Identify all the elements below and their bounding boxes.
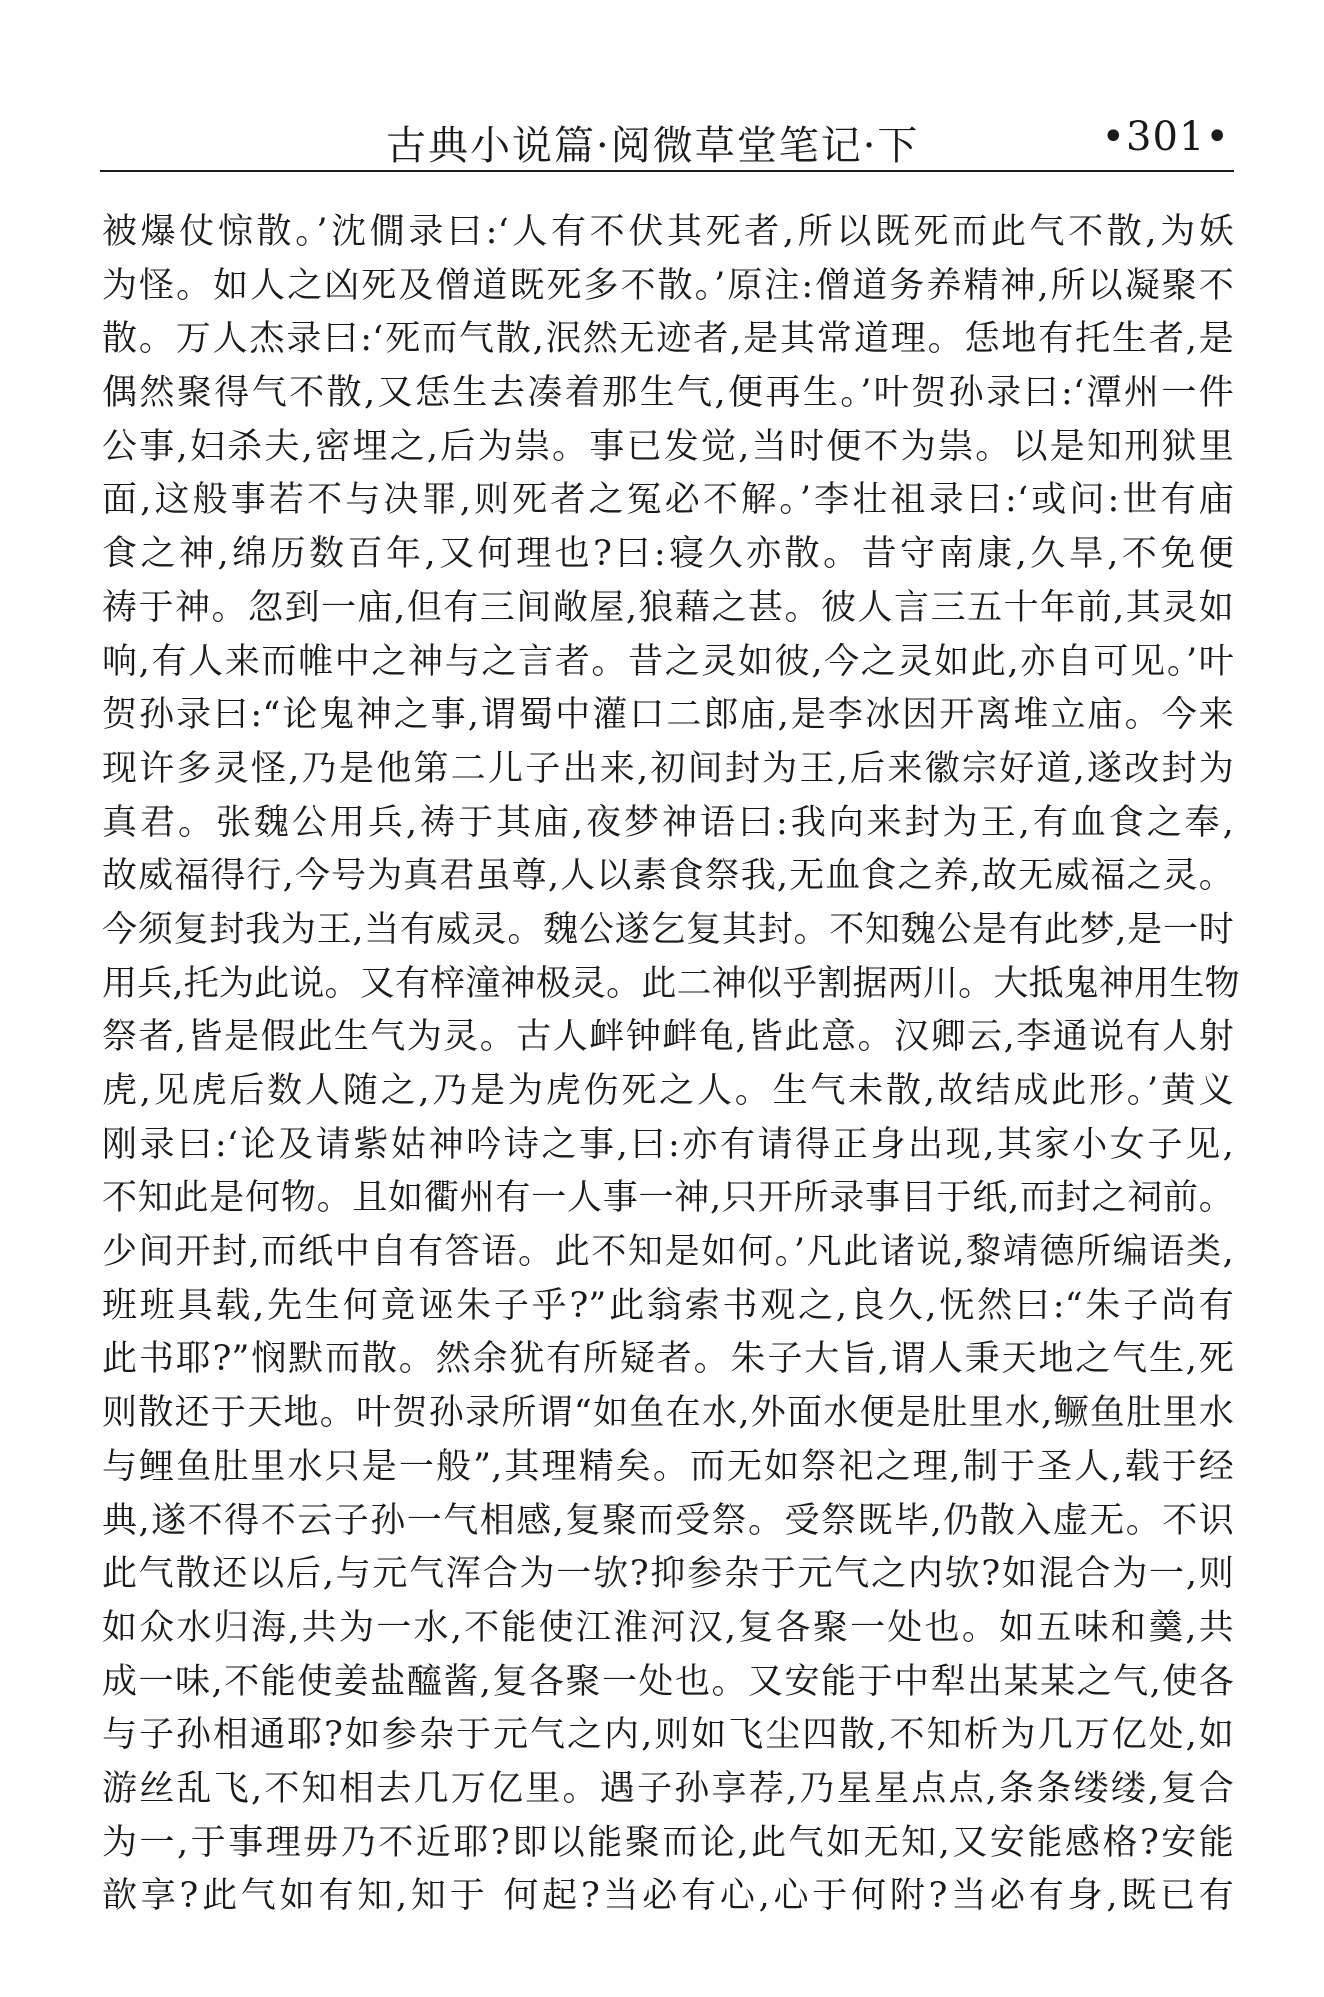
text-line: 如众水归海,共为一水,不能使江淮河汉,复各聚一处也。如五味和羹,共 xyxy=(102,1607,1234,1648)
text-line: 此书耶?”悯默而散。然余犹有所疑者。朱子大旨,谓人秉天地之气生,死 xyxy=(102,1339,1234,1380)
header-rule xyxy=(100,170,1234,172)
text-line: 虎,见虎后数人随之,乃是为虎伤死之人。生气未散,故结成此形。’黄义 xyxy=(102,1071,1234,1111)
text-line: 食之神,绵历数百年,又何理也?曰:寝久亦散。昔守南康,久旱,不免便 xyxy=(102,534,1234,575)
body-text xyxy=(102,206,1240,1924)
text-line: 偶然聚得气不散,又恁生去凑着那生气,便再生。’叶贺孙录曰:‘潭州一件 xyxy=(102,373,1234,414)
text-line: 散。万人杰录曰:‘死而气散,泯然无迹者,是其常道理。恁地有托生者,是 xyxy=(102,319,1234,360)
text-line: 此气散还以后,与元气浑合为一欤?抑参杂于元气之内欤?如混合为一,则 xyxy=(102,1554,1234,1595)
text-line: 不知此是何物。且如衢州有一人事一神,只开所录事目于纸,而封之祠前。 xyxy=(102,1178,1234,1219)
text-line: 公事,妇杀夫,密埋之,后为祟。事已发觉,当时便不为祟。以是知刑狱里 xyxy=(102,426,1234,467)
text-line: 典,遂不得不云子孙一气相感,复聚而受祭。受祭既毕,仍散入虚无。不识 xyxy=(102,1500,1234,1541)
text-line: 响,有人来而帷中之神与之言者。昔之灵如彼,今之灵如此,亦自可见。’叶 xyxy=(102,641,1234,682)
page-number: •301• xyxy=(1101,114,1230,160)
text-line: 游丝乱飞,不知相去几万亿里。遇子孙享荐,乃星星点点,条条缕缕,复合 xyxy=(102,1768,1234,1809)
text-line: 班班具载,先生何竟诬朱子乎?”此翁索书观之,良久,怃然曰:“朱子尚有 xyxy=(102,1285,1234,1326)
text-line: 成一味,不能使姜盐醯酱,复各聚一处也。又安能于中犁出某某之气,使各 xyxy=(102,1661,1234,1702)
text-line: 祭者,皆是假此生气为灵。古人衅钟衅龟,皆此意。汉卿云,李通说有人射 xyxy=(102,1017,1234,1058)
text-line: 用兵,托为此说。又有梓潼神极灵。此二神似乎割据两川。大抵鬼神用生物 xyxy=(102,963,1240,1004)
text-line: 与子孙相通耶?如参杂于元气之内,则如飞尘四散,不知析为几万亿处,如 xyxy=(102,1715,1234,1756)
text-line: 则散还于天地。叶贺孙录所谓“如鱼在水,外面水便是肚里水,鳜鱼肚里水 xyxy=(102,1393,1234,1434)
text-line: 刚录曰:‘论及请紫姑神吟诗之事,曰:亦有请得正身出现,其家小女子见, xyxy=(102,1124,1234,1165)
text-line: 今须复封我为王,当有威灵。魏公遂乞复其封。不知魏公是有此梦,是一时 xyxy=(102,909,1234,950)
text-line: 故威福得行,今号为真君虽尊,人以素食祭我,无血食之养,故无威福之灵。 xyxy=(102,856,1234,897)
running-head xyxy=(100,96,1230,168)
header-title: 古典小说篇·阅微草堂笔记·下 xyxy=(386,123,920,169)
text-line: 真君。张魏公用兵,祷于其庙,夜梦神语曰:我向来封为王,有血食之奉, xyxy=(102,802,1234,843)
text-line: 被爆仗惊散。’沈僩录曰:‘人有不伏其死者,所以既死而此气不散,为妖 xyxy=(102,212,1234,252)
text-line: 歆享?此气如有知,知于 何起?当必有心,心于何附?当必有身,既已有 xyxy=(102,1876,1234,1917)
text-line: 面,这般事若不与决罪,则死者之冤必不解。’李壮祖录曰:‘或问:世有庙 xyxy=(102,480,1234,521)
text-line: 为一,于事理毋乃不近耶?即以能聚而论,此气如无知,又安能感格?安能 xyxy=(102,1822,1234,1863)
text-line: 祷于神。忽到一庙,但有三间敞屋,狼藉之甚。彼人言三五十年前,其灵如 xyxy=(102,587,1234,628)
text-line: 贺孙录曰:“论鬼神之事,谓蜀中灌口二郎庙,是李冰因开离堆立庙。今来 xyxy=(102,695,1234,736)
text-line: 现许多灵怪,乃是他第二儿子出来,初间封为王,后来徽宗好道,遂改封为 xyxy=(102,748,1234,789)
text-line: 少间开封,而纸中自有答语。此不知是如何。’凡此诸说,黎靖德所编语类, xyxy=(102,1232,1234,1273)
text-line: 为怪。如人之凶死及僧道既死多不散。’原注:僧道务养精神,所以凝聚不 xyxy=(102,265,1234,306)
text-line: 与鲤鱼肚里水只是一般”,其理精矣。而无如祭祀之理,制于圣人,载于经 xyxy=(102,1446,1234,1487)
